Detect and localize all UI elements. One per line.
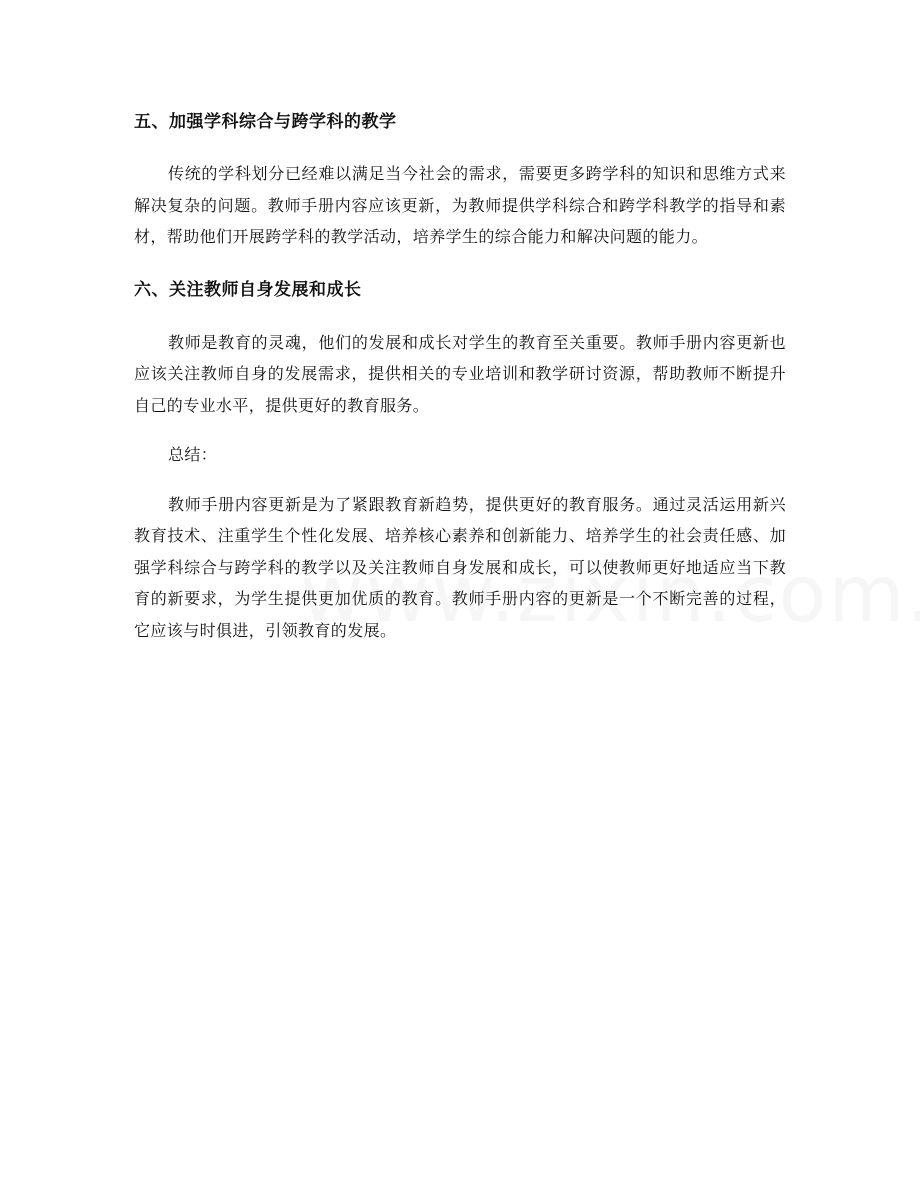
summary-paragraph: 教师手册内容更新是为了紧跟教育新趋势，提供更好的教育服务。通过灵活运用新兴教育技术、注重学生个性化发展、培养核心素养和创新能力、培养学生的社会责任感、加强学科综合与跨学科的教学以及关注教师自身发展和成长，可以使教师更好地适应当下教育的新要求，为学生提供更加优质的教育。教师手册内容的更新是一个不断完善的过程，它应该与时俱进，引领教育的发展。: [134, 494, 786, 640]
section-heading-6: 六、关注教师自身发展和成长: [134, 279, 362, 300]
section-paragraph-6: 教师是教育的灵魂，他们的发展和成长对学生的教育至关重要。教师手册内容更新也应该关注教师自身的发展需求，提供相关的专业培训和教学研讨资源，帮助教师不断提升自己的专业水平，提供更好的教育服务。: [134, 332, 786, 415]
watermark: [300, 520, 630, 670]
section-paragraph-5: 传统的学科划分已经难以满足当今社会的需求，需要更多跨学科的知识和思维方式来解决复杂的问题。教师手册内容应该更新，为教师提供学科综合和跨学科教学的指导和素材，帮助他们开展跨学科的教学活动，培养学生的综合能力和解决问题的能力。: [134, 164, 786, 246]
section-heading-5: 五、加强学科综合与跨学科的教学: [134, 112, 397, 132]
summary-label: 总结：: [168, 445, 218, 464]
